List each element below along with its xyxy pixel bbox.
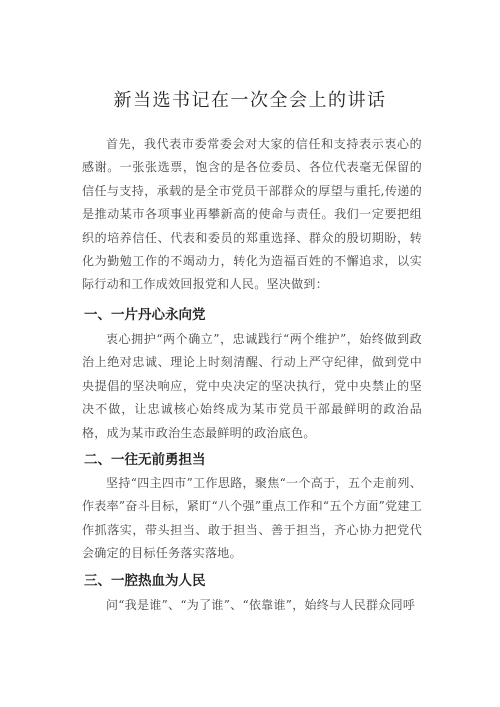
paragraph-intro: 首先，我代表市委常委会对大家的信任和支持表示衷心的感谢。一张张选票，饱含的是各位委员、各位代表毫无保留的信任与支持，承载的是全市党员干部群众的厚望与重托,传递的是推动某市各项事业再攀新高的使命与责任。我们一定要把组织的培养信任、代表和委员的郑重选择、群众的殷切期盼，转化为勤勉工作的不竭动力，转化为造福百姓的不懈追求，以实际行动和工作成效回报党和人民。坚决做到： xyxy=(82,137,422,292)
section-heading-3: 三、一腔热血为人民 xyxy=(84,573,206,589)
paragraph-section-3: 问“我是谁”、“为了谁”、“依靠谁”，始终与人民群众同呼 xyxy=(106,598,416,612)
document-title: 新当选书记在一次全会上的讲话 xyxy=(113,90,387,111)
paragraph-section-2: 坚持“四主四市”工作思路，聚焦“一个高于，五个走前列、作表率”奋斗目标，紧盯“八个强”重点工作和“五个方面”党建工作抓落实，带头担当、敢于担当、善于担当，齐心协力把党代会确定的目标任务落实落地。 xyxy=(82,476,422,561)
paragraph-section-1: 衷心拥护“两个确立”，忠诚践行“两个维护”，始终做到政治上绝对忠诚、理论上时刻清醒、行动上严守纪律，做到党中央提倡的坚决响应，党中央决定的坚决执行，党中央禁止的坚决不做，让忠诚核心始终成为某市党员干部最鲜明的政治品格，成为某市政治生态最鲜明的政治底色。 xyxy=(82,332,422,440)
section-heading-2: 二、一往无前勇担当 xyxy=(84,452,206,468)
section-heading-1: 一、一片丹心永向党 xyxy=(84,307,206,323)
